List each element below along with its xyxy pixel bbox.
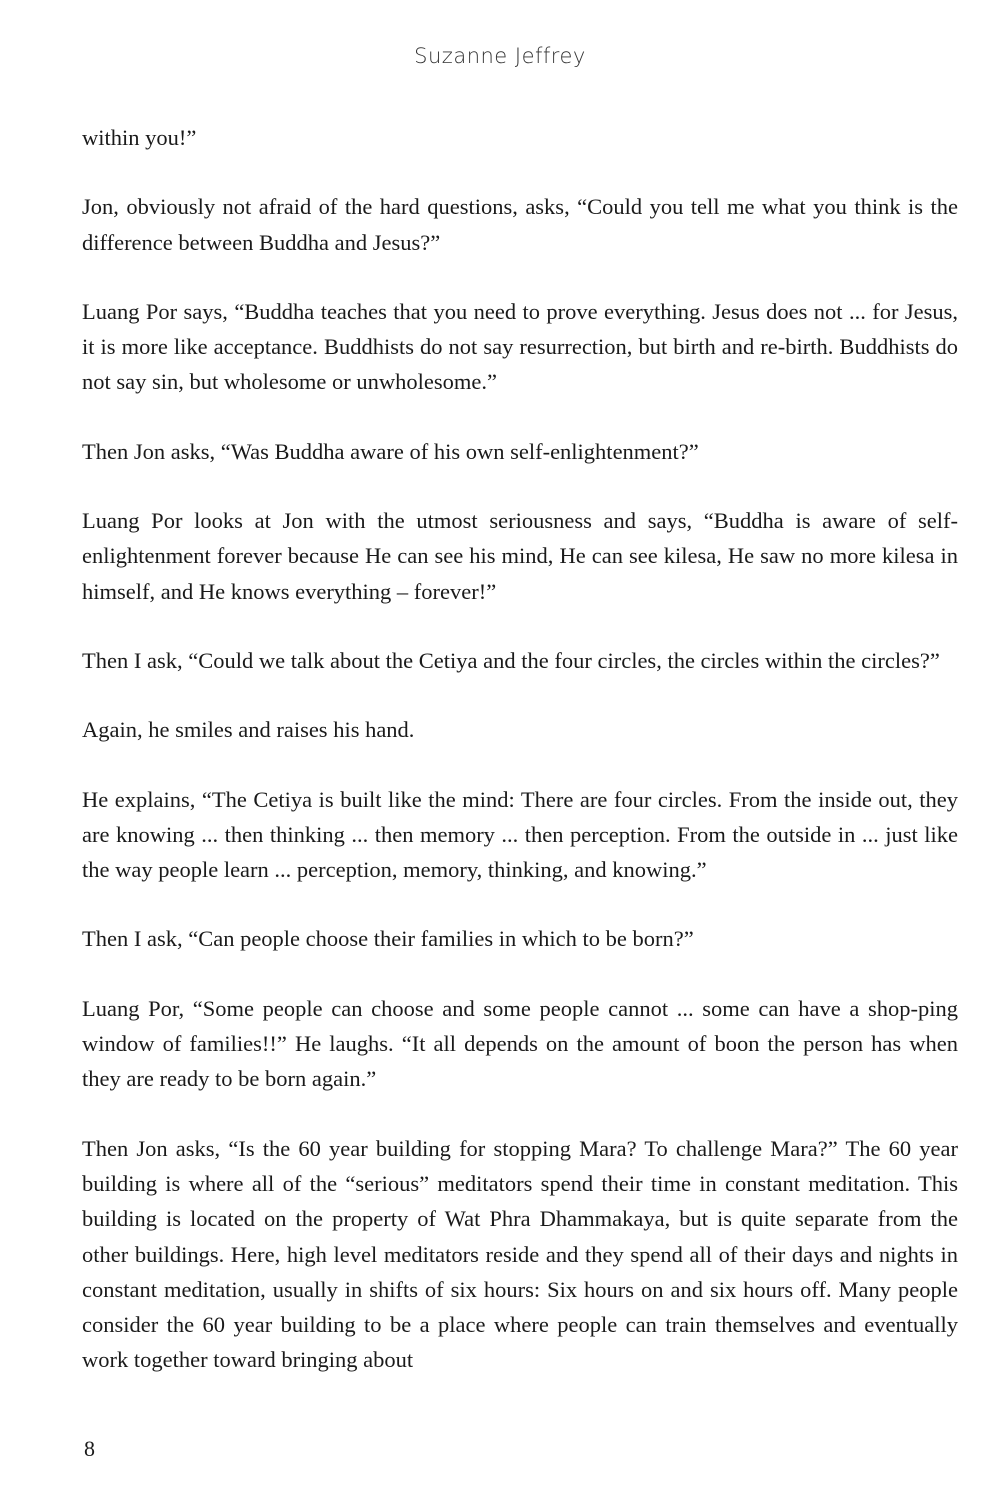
paragraph-2: Jon, obviously not afraid of the hard questions, asks, “Could you tell me what you think is the difference between Buddha and Jesus?” [82,194,958,255]
body-text [82,120,958,1412]
page-number: 8 [84,1436,95,1461]
paragraph-1: within you!” [82,125,197,150]
running-header-author: Suzanne Jeffrey [414,44,586,68]
paragraph-4: Then Jon asks, “Was Buddha aware of his own self-enlightenment?” [82,438,699,464]
paragraph-11: Then Jon asks, “Is the 60 year building for stopping Mara? To challenge Mara?” The 60 year building is where all of the “serious” meditators spend their time in constant meditation. This building is located on the property of Wat Phra Dhammakaya, but is quite separate from the other buildings. Here, high level meditators reside and they spend all of their days and nights in constant meditation, usually in shifts of six hours: Six hours on and six hours off. Many people consider the 60 year building to be a place where people can train themselves and eventually work together toward bringing about [82,1135,958,1373]
paragraph-9: Then I ask, “Can people choose their families in which to be born?” [82,926,694,952]
paragraph-3: Luang Por says, “Buddha teaches that you need to prove everything. Jesus does not ... for Jesus, it is more like acceptance. Buddhists do not say resurrection, but birth and re-birth. Buddhists do not say sin, but wholesome or unwholesome.” [82,298,958,395]
paragraph-8: He explains, “The Cetiya is built like the mind: There are four circles. From the inside out, they are knowing ... then thinking ... then memory ... then perception. From the outside in ... just like the way people learn ... perception, memory, thinking, and knowing.” [82,786,958,883]
paragraph-7: Again, he smiles and raises his hand. [82,717,415,743]
paragraph-6: Then I ask, “Could we talk about the Cetiya and the four circles, the circles within the circles?” [82,647,940,673]
paragraph-5: Luang Por looks at Jon with the utmost seriousness and says, “Buddha is aware of self-enlightenment forever because He can see his mind, He can see kilesa, He saw no more kilesa in himself, and He knows everything – forever!” [82,508,958,604]
paragraph-10: Luang Por, “Some people can choose and some people cannot ... some can have a shop-ping window of families!!” He laughs. “It all depends on the amount of boon the person has when they are ready to be born again.” [82,995,958,1092]
